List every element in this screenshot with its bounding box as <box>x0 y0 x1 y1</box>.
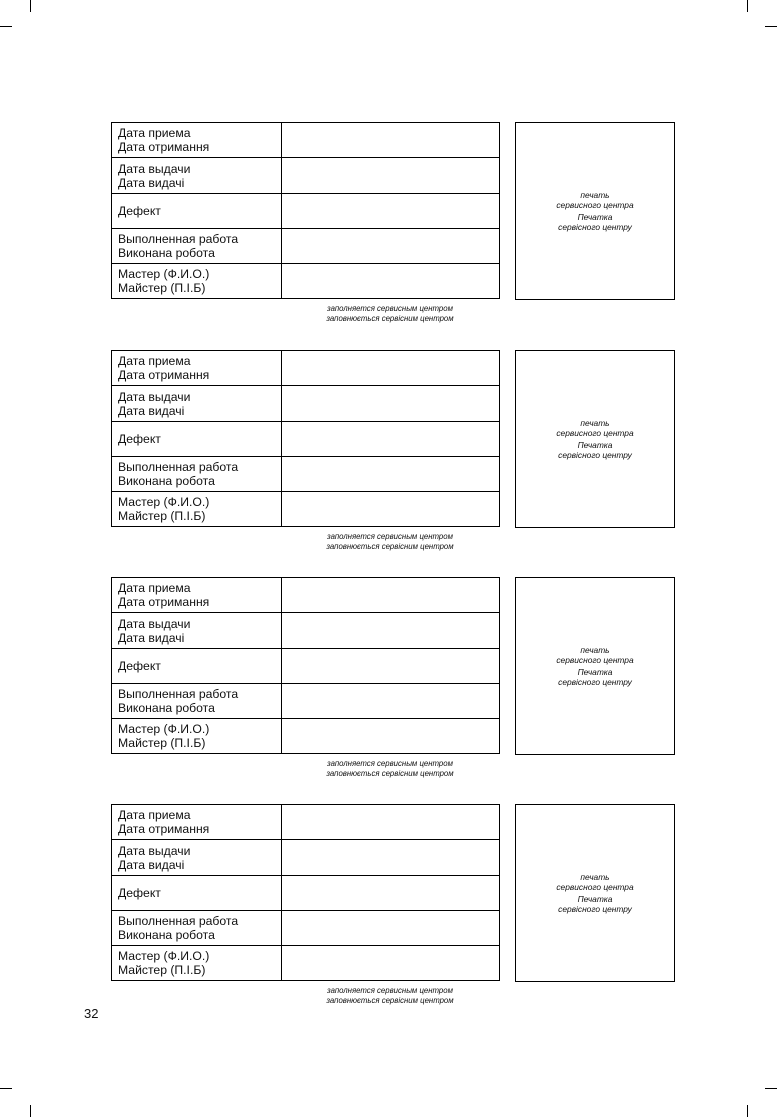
label-master-name: Мастер (Ф.И.О.) Майстер (П.І.Б) <box>112 945 282 980</box>
field-issue-date[interactable] <box>282 386 500 421</box>
label-defect: Дефект <box>112 193 282 228</box>
service-stamp-box <box>515 804 675 982</box>
crop-mark-top-left <box>30 0 31 12</box>
field-receive-date[interactable] <box>282 123 500 158</box>
service-center-note: заполняется сервисным центром заповнюється сервісним центром <box>326 986 454 1005</box>
stamp-label-uk: Печатка сервісного центру <box>558 211 632 232</box>
stamp-label-ru: печать сервисного центра <box>556 189 634 210</box>
label-defect: Дефект <box>112 648 282 683</box>
crop-mark-bottom-right <box>747 1105 748 1117</box>
field-work-done[interactable] <box>282 229 500 263</box>
field-issue-date[interactable] <box>282 158 500 193</box>
service-stamp-box <box>515 577 675 755</box>
label-receive-date: Дата приема Дата отримання <box>112 351 282 386</box>
field-receive-date[interactable] <box>282 351 500 386</box>
label-issue-date: Дата выдачи Дата видачі <box>112 386 282 421</box>
label-master-name: Мастер (Ф.И.О.) Майстер (П.І.Б) <box>112 263 282 298</box>
label-issue-date: Дата выдачи Дата видачі <box>112 840 282 875</box>
service-record-form-1 <box>111 122 675 330</box>
field-issue-date[interactable] <box>282 613 500 648</box>
stamp-label-ru: печать сервисного центра <box>556 871 634 892</box>
crop-mark-bottom-left <box>30 1105 31 1117</box>
label-receive-date: Дата приема Дата отримання <box>112 123 282 158</box>
crop-mark-right-bottom <box>765 1088 777 1089</box>
crop-mark-top-right <box>747 0 748 12</box>
service-center-note: заполняется сервисным центром заповнюється сервісним центром <box>326 759 454 778</box>
crop-mark-left-top <box>0 26 12 27</box>
label-receive-date: Дата приема Дата отримання <box>112 578 282 613</box>
service-record-form-2 <box>111 350 675 558</box>
stamp-label-uk: Печатка сервісного центру <box>558 893 632 914</box>
page-number: 32 <box>84 1006 99 1021</box>
field-issue-date[interactable] <box>282 840 500 875</box>
label-issue-date: Дата выдачи Дата видачі <box>112 613 282 648</box>
label-master-name: Мастер (Ф.И.О.) Майстер (П.І.Б) <box>112 491 282 526</box>
label-issue-date: Дата выдачи Дата видачі <box>112 158 282 193</box>
service-center-note: заполняется сервисным центром заповнюється сервісним центром <box>326 304 454 323</box>
label-work-done: Выполненная работа Виконана робота <box>112 229 282 263</box>
field-work-done[interactable] <box>282 457 500 491</box>
service-record-table <box>111 804 500 981</box>
label-work-done: Выполненная работа Виконана робота <box>112 457 282 491</box>
field-defect[interactable] <box>282 648 500 683</box>
label-receive-date: Дата приема Дата отримання <box>112 805 282 840</box>
field-work-done[interactable] <box>282 911 500 945</box>
label-defect: Дефект <box>112 421 282 456</box>
field-master-name[interactable] <box>282 718 500 753</box>
service-record-table <box>111 350 500 527</box>
field-master-name[interactable] <box>282 945 500 980</box>
service-stamp-box <box>515 122 675 300</box>
field-master-name[interactable] <box>282 263 500 298</box>
field-defect[interactable] <box>282 875 500 910</box>
service-record-table <box>111 122 500 299</box>
field-receive-date[interactable] <box>282 805 500 840</box>
service-record-form-3 <box>111 577 675 785</box>
service-record-table <box>111 577 500 754</box>
label-work-done: Выполненная работа Виконана робота <box>112 911 282 945</box>
service-stamp-box <box>515 350 675 528</box>
field-master-name[interactable] <box>282 491 500 526</box>
field-work-done[interactable] <box>282 684 500 718</box>
label-work-done: Выполненная работа Виконана робота <box>112 684 282 718</box>
crop-mark-right-top <box>765 26 777 27</box>
service-record-form-4 <box>111 804 675 1012</box>
field-receive-date[interactable] <box>282 578 500 613</box>
label-defect: Дефект <box>112 875 282 910</box>
stamp-label-uk: Печатка сервісного центру <box>558 439 632 460</box>
stamp-label-ru: печать сервисного центра <box>556 644 634 665</box>
crop-mark-left-bottom <box>0 1088 12 1089</box>
field-defect[interactable] <box>282 193 500 228</box>
field-defect[interactable] <box>282 421 500 456</box>
stamp-label-uk: Печатка сервісного центру <box>558 666 632 687</box>
label-master-name: Мастер (Ф.И.О.) Майстер (П.І.Б) <box>112 718 282 753</box>
stamp-label-ru: печать сервисного центра <box>556 417 634 438</box>
service-center-note: заполняется сервисным центром заповнюється сервісним центром <box>326 532 454 551</box>
